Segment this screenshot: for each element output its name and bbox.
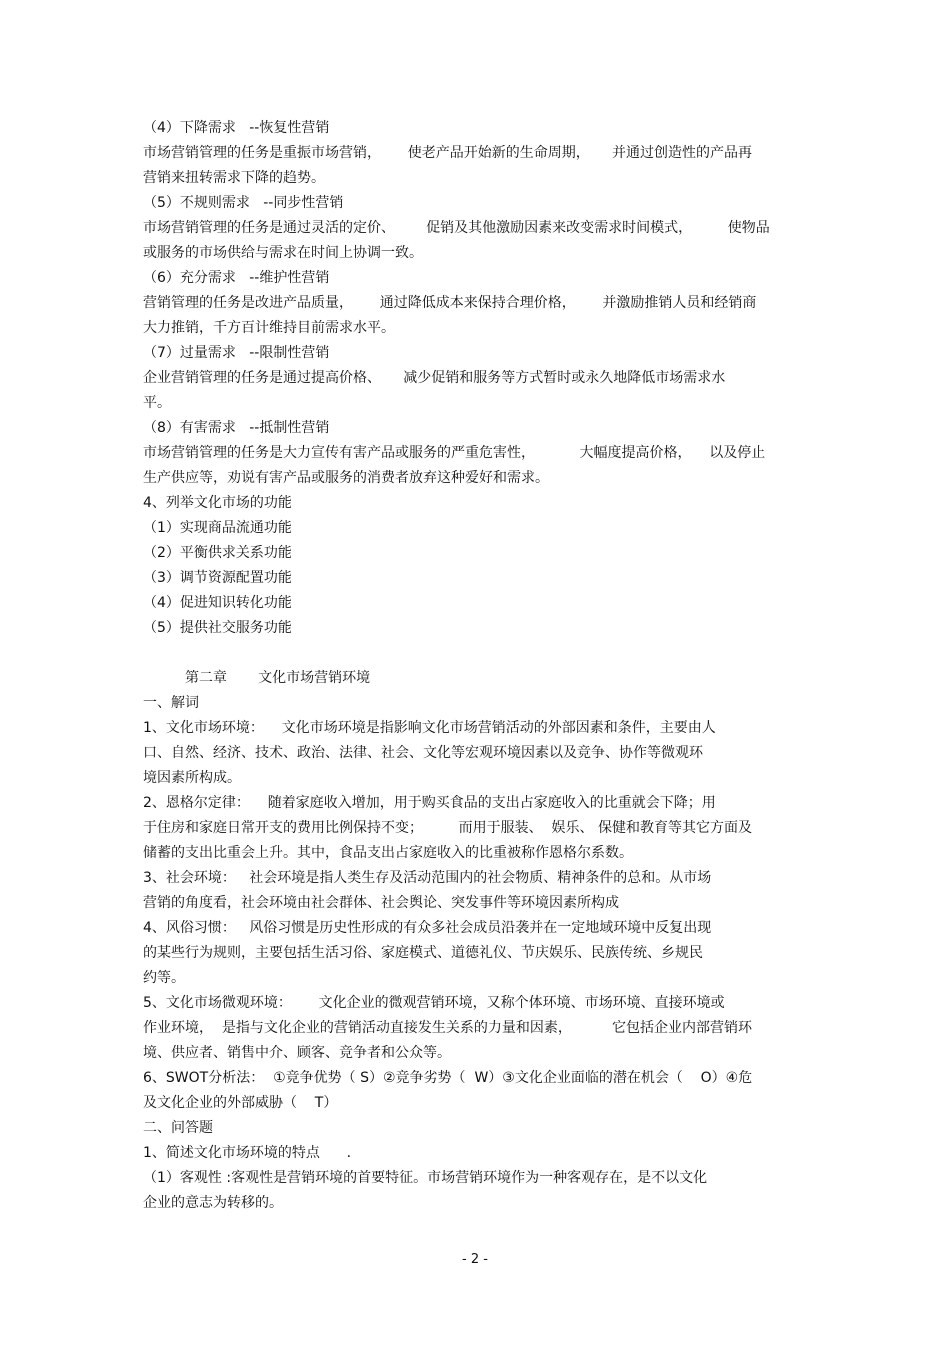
text-line: （1）客观性 :客观性是营销环境的首要特征。市场营销环境作为一种客观存在，是不以文化 [143,1170,708,1186]
text-line: 境、供应者、销售中介、顾客、竞争者和公众等。 [143,1045,451,1061]
text-line: （7）过量需求 --限制性营销 [143,345,330,361]
text-line: （5）提供社交服务功能 [143,620,292,636]
text-line: （4）促进知识转化功能 [143,595,292,611]
text-line: 大力推销，千方百计维持目前需求水平。 [143,320,395,336]
text-line: 市场营销管理的任务是大力宣传有害产品或服务的严重危害性， 大幅度提高价格， 以及停止 [143,445,766,461]
page-number: - 2 - [462,1252,488,1267]
text-line: （2）平衡供求关系功能 [143,545,292,561]
text-line: 及文化企业的外部威胁（ T） [143,1095,338,1111]
text-line: 2、恩格尔定律： 随着家庭收入增加，用于购买食品的支出占家庭收入的比重就会下降；用 [143,795,716,811]
text-line: 1、简述文化市场环境的特点 . [143,1145,352,1161]
text-line: （1）实现商品流通功能 [143,520,292,536]
text-line: 生产供应等，劝说有害产品或服务的消费者放弃这种爱好和需求。 [143,470,549,486]
text-line: 平。 [143,395,171,411]
text-line: 或服务的市场供给与需求在时间上协调一致。 [143,245,423,261]
text-line: 于住房和家庭日常开支的费用比例保持不变； 而用于服装、 娱乐、 保健和教育等其它方面及 [143,820,752,836]
text-line: 5、文化市场微观环境： 文化企业的微观营销环境，又称个体环境、市场环境、直接环境或 [143,995,725,1011]
section-heading: 二、问答题 [143,1120,213,1136]
text-line: 作业环境， 是指与文化企业的营销活动直接发生关系的力量和因素， 它包括企业内部营销环 [143,1020,752,1036]
text-line: 的某些行为规则，主要包括生活习俗、家庭模式、道德礼仪、节庆娱乐、民族传统、乡规民 [143,945,703,961]
text-line: 约等。 [143,970,185,986]
text-line: （5）不规则需求 --同步性营销 [143,195,344,211]
text-line: （8）有害需求 --抵制性营销 [143,420,330,436]
text-line: 营销管理的任务是改进产品质量， 通过降低成本来保持合理价格， 并激励推销人员和经销商 [143,295,757,311]
chapter-heading: 第二章 文化市场营销环境 [185,670,371,686]
text-line: 境因素所构成。 [143,770,241,786]
text-line: 企业营销管理的任务是通过提高价格、 减少促销和服务等方式暂时或永久地降低市场需求水 [143,370,726,386]
text-line: 市场营销管理的任务是重振市场营销， 使老产品开始新的生命周期， 并通过创造性的产品再 [143,145,752,161]
text-line: 营销来扭转需求下降的趋势。 [143,170,325,186]
text-line: 口、自然、经济、技术、政治、法律、社会、文化等宏观环境因素以及竞争、协作等微观环 [143,745,703,761]
text-line: 4、列举文化市场的功能 [143,495,292,511]
text-line: 营销的角度看，社会环境由社会群体、社会舆论、突发事件等环境因素所构成 [143,895,619,911]
text-line: 企业的意志为转移的。 [143,1195,283,1211]
text-line: （4）下降需求 --恢复性营销 [143,120,330,136]
text-line: 储蓄的支出比重会上升。其中，食品支出占家庭收入的比重被称作恩格尔系数。 [143,845,633,861]
text-line: 市场营销管理的任务是通过灵活的定价、 促销及其他激励因素来改变需求时间模式， 使物品 [143,220,770,236]
text-line: （6）充分需求 --维护性营销 [143,270,330,286]
text-line: 6、SWOT分析法： ①竞争优势（ S）②竞争劣势（ W）③文化企业面临的潜在机会（ O）④危 [143,1070,753,1086]
section-heading: 一、解词 [143,695,199,711]
text-line: 3、社会环境： 社会环境是指人类生存及活动范围内的社会物质、精神条件的总和。从市场 [143,870,712,886]
text-line: 4、风俗习惯： 风俗习惯是历史性形成的有众多社会成员沿袭并在一定地域环境中反复出现 [143,920,712,936]
text-line: （3）调节资源配置功能 [143,570,292,586]
text-line: 1、文化市场环境： 文化市场环境是指影响文化市场营销活动的外部因素和条件，主要由人 [143,720,716,736]
